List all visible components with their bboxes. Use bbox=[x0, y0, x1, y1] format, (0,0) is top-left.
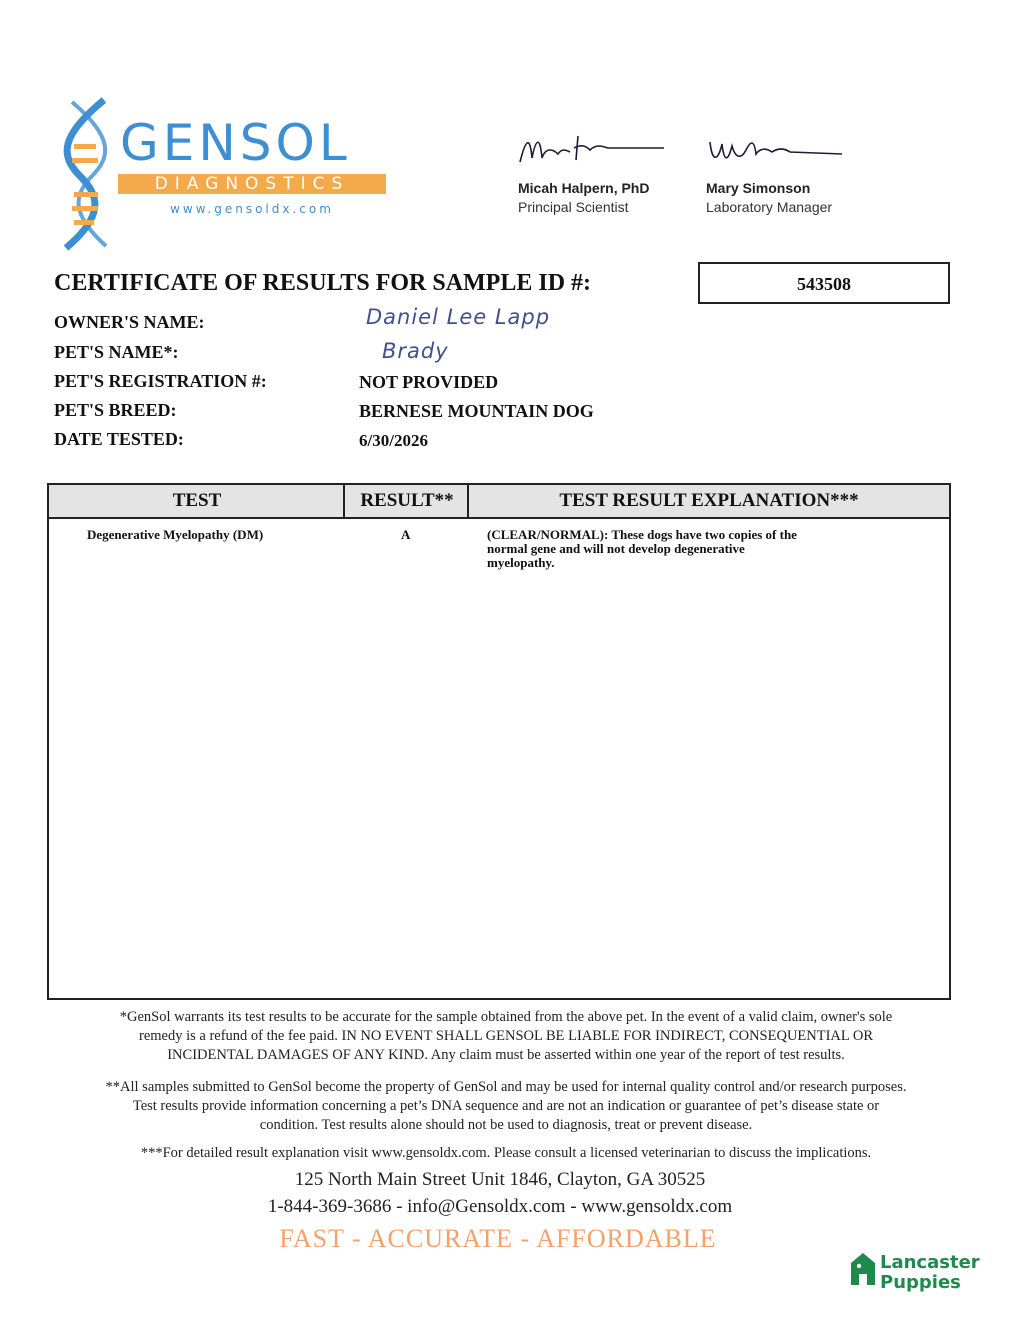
date-tested-value: 6/30/2026 bbox=[359, 431, 428, 450]
mary-simonson-signature bbox=[706, 130, 846, 170]
explanation-line: (CLEAR/NORMAL): These dogs have two copies of the bbox=[487, 527, 797, 542]
lab-address: 125 North Main Street Unit 1846, Clayton, GA 30525 bbox=[294, 1169, 706, 1190]
column-header-test: TEST bbox=[172, 490, 222, 511]
column-header-result: RESULT** bbox=[360, 490, 454, 511]
sample-id-box: 543508 bbox=[698, 262, 950, 304]
warranty-note-line: *GenSol warrants its test results to be accurate for the sample obtained from the above pet. In the event of a valid claim, owner's sole bbox=[119, 1009, 893, 1025]
signatory-title: Laboratory Manager bbox=[706, 199, 833, 215]
tagline: FAST - ACCURATE - AFFORDABLE bbox=[279, 1224, 717, 1253]
signatory-name: Mary Simonson bbox=[706, 180, 811, 196]
results-table bbox=[47, 483, 951, 1000]
breed-label: PET'S BREED: bbox=[54, 400, 177, 420]
dna-helix-icon bbox=[60, 96, 116, 252]
pet-name-label: PET'S NAME*: bbox=[54, 342, 179, 362]
owner-name-value: Daniel Lee Lapp bbox=[366, 305, 551, 329]
test-name-cell: Degenerative Myelopathy (DM) bbox=[87, 527, 264, 542]
property-note-line: Test results provide information concerning a pet’s DNA sequence and are not an indication or guarantee of pet’s disease state or bbox=[132, 1098, 880, 1114]
lancaster-puppies-watermark bbox=[880, 1253, 980, 1293]
table-header bbox=[49, 485, 949, 519]
micah-halpern-signature bbox=[516, 128, 666, 170]
signatory-title: Principal Scientist bbox=[518, 199, 629, 215]
pet-name-value: Brady bbox=[382, 339, 449, 363]
explanation-line: normal gene and will not develop degenerative bbox=[487, 541, 745, 556]
column-header-explanation: TEST RESULT EXPLANATION*** bbox=[559, 490, 859, 511]
property-note-line: **All samples submitted to GenSol become the property of GenSol and may be used for internal quality control and/or research purposes. bbox=[105, 1079, 907, 1095]
warranty-note-line: remedy is a refund of the fee paid. IN NO EVENT SHALL GENSOL BE LIABLE FOR INDIRECT, CONSEQUENTIAL OR bbox=[138, 1028, 873, 1044]
owner-name-label: OWNER'S NAME: bbox=[54, 312, 205, 332]
certificate-title: CERTIFICATE OF RESULTS FOR SAMPLE ID #: bbox=[54, 270, 592, 296]
gensol-logo-url: www.gensoldx.com bbox=[170, 202, 334, 216]
signatory-name: Micah Halpern, PhD bbox=[518, 180, 650, 196]
explanation-line: myelopathy. bbox=[487, 555, 555, 570]
gensol-logo-wordmark: GENSOL bbox=[120, 114, 351, 172]
watermark-line: Lancaster bbox=[880, 1252, 980, 1273]
gensol-logo-subtitle: DIAGNOSTICS bbox=[118, 174, 386, 194]
registration-label: PET'S REGISTRATION #: bbox=[54, 371, 267, 391]
explanation-note: ***For detailed result explanation visit www.gensoldx.com. Please consult a licensed veterinarian to discuss the implications. bbox=[140, 1145, 872, 1161]
watermark-line: Puppies bbox=[880, 1272, 961, 1293]
dog-house-icon bbox=[850, 1252, 876, 1286]
breed-value: BERNESE MOUNTAIN DOG bbox=[359, 401, 594, 421]
warranty-note-line: INCIDENTAL DAMAGES OF ANY KIND. Any claim must be asserted within one year of the report of test results. bbox=[167, 1047, 845, 1063]
lab-contact: 1-844-369-3686 - info@Gensoldx.com - www.gensoldx.com bbox=[267, 1196, 733, 1217]
registration-value: NOT PROVIDED bbox=[359, 372, 499, 392]
property-note-line: condition. Test results alone should not be used to diagnosis, treat or prevent disease. bbox=[259, 1117, 753, 1133]
result-cell: A bbox=[401, 527, 411, 542]
date-tested-label: DATE TESTED: bbox=[54, 429, 184, 449]
